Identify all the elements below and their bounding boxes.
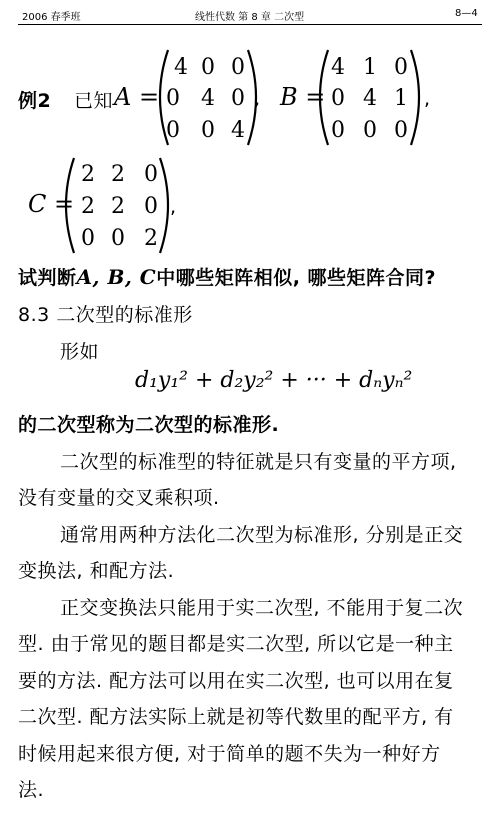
matrix-c-cell: 0 — [81, 226, 95, 251]
header-center: 线性代数 第 8 章 二次型 — [195, 12, 305, 23]
matrix-a-cell: 0 — [201, 118, 215, 143]
question-pre: 试判断 — [18, 267, 77, 289]
paragraph-line: 二次型. 配方法实际上就是初等代数里的配平方, 有 — [18, 706, 454, 728]
matrix-a-cell: 0 — [166, 86, 180, 111]
paragraph-line: 的二次型称为二次型的标准形. — [18, 414, 280, 436]
matrix-c-cell: 0 — [144, 194, 158, 219]
paragraph-line: 型. 由于常见的题目都是实二次型, 所以它是一种主 — [18, 633, 454, 655]
matrix-a-cell: 0 — [166, 118, 180, 143]
separator: , — [254, 88, 261, 110]
form-intro: 形如 — [60, 341, 100, 363]
matrix-c-cell: 2 — [111, 194, 125, 219]
section-title: 8.3 二次型的标准形 — [18, 304, 193, 326]
matrix-a-label: A = — [114, 83, 160, 111]
matrix-c-cell: 2 — [81, 162, 95, 187]
matrix-b-cell: 0 — [394, 55, 408, 80]
separator: , — [170, 196, 177, 218]
matrix-a-cell: 0 — [231, 55, 245, 80]
paragraph-line: 二次型的标准型的特征就是只有变量的平方项, — [60, 451, 457, 473]
matrix-c-cell: 2 — [144, 226, 158, 251]
example-label: 例2 — [18, 90, 52, 112]
matrix-a-cell: 4 — [231, 118, 245, 143]
header-right: 8—4 — [455, 8, 478, 19]
matrix-b-cell: 4 — [331, 55, 345, 80]
paragraph-line: 变换法, 和配方法. — [18, 560, 175, 582]
matrix-b-cell: 0 — [394, 118, 408, 143]
matrix-b-cell: 0 — [331, 86, 345, 111]
paragraph-line: 没有变量的交叉乘积项. — [18, 487, 220, 509]
matrix-c-label: C = — [28, 190, 75, 218]
question-post: 中哪些矩阵相似, 哪些矩阵合同? — [156, 267, 437, 289]
paragraph-line: 法. — [18, 779, 45, 801]
matrix-b-cell: 4 — [363, 86, 377, 111]
matrix-c-cell: 0 — [144, 162, 158, 187]
matrix-c-cell: 0 — [111, 226, 125, 251]
matrix-b-cell: 0 — [331, 118, 345, 143]
paragraph-line: 正交变换法只能用于实二次型, 不能用于复二次 — [60, 597, 464, 619]
matrix-c-cell: 2 — [81, 194, 95, 219]
matrix-a-cell: 0 — [201, 55, 215, 80]
paragraph-line: 通常用两种方法化二次型为标准形, 分别是正交 — [60, 524, 464, 546]
matrix-b-cell: 0 — [363, 118, 377, 143]
separator: , — [424, 88, 431, 110]
matrix-c-cell: 2 — [111, 162, 125, 187]
matrix-a-cell: 4 — [174, 55, 188, 80]
paragraph-line: 时候用起来很方便, 对于简单的题不失为一种好方 — [18, 743, 441, 765]
paragraph-line: 要的方法. 配方法可以用在实二次型, 也可以用在复 — [18, 670, 454, 692]
header-left: 2006 春季班 — [22, 12, 81, 23]
example-intro: 已知 — [74, 90, 114, 112]
matrix-b-label: B = — [280, 83, 326, 111]
matrix-b-cell: 1 — [394, 86, 408, 111]
standard-form-formula: d₁y₁² + d₂y₂² + ··· + dₙyₙ² — [135, 368, 413, 393]
question — [18, 263, 436, 290]
question-vars: A, B, C — [76, 265, 157, 289]
matrix-a-cell: 0 — [231, 86, 245, 111]
matrix-b-cell: 1 — [363, 55, 377, 80]
matrix-a-cell: 4 — [201, 86, 215, 111]
